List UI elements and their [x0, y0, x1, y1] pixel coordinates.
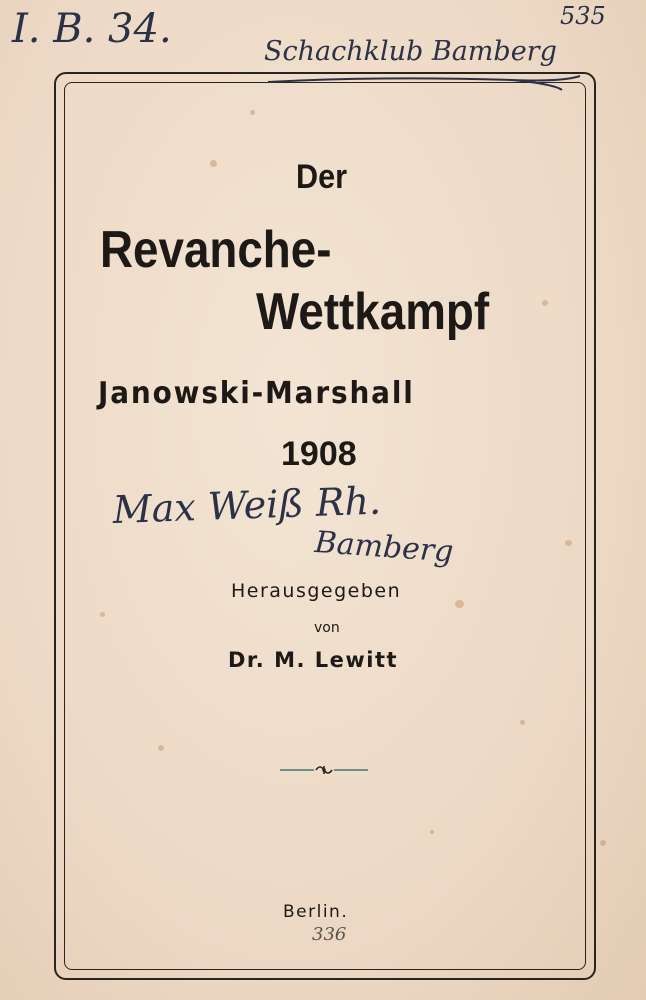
catalog-number-handwriting: 535	[560, 2, 606, 30]
title-article: Der	[296, 158, 348, 196]
editor-name: Dr. M. Lewitt	[228, 648, 399, 672]
title-line-2: Wettkampf	[256, 283, 490, 341]
by-label: von	[314, 620, 340, 636]
players-subtitle: Janowski-Marshall	[98, 376, 415, 411]
edited-label: Herausgegeben	[231, 580, 402, 602]
owner-signature-place: Bamberg	[313, 525, 455, 570]
foxing-spot	[600, 840, 606, 846]
page-number-pencil: 336	[312, 924, 347, 945]
publication-place: Berlin.	[283, 902, 349, 922]
club-name-underline	[262, 72, 592, 96]
club-name-handwriting: Schachklub Bamberg	[264, 36, 557, 67]
ornament-divider	[278, 762, 370, 778]
shelfmark-handwriting: I. B. 34.	[12, 6, 172, 52]
owner-signature: Max Weiß Rh.	[112, 478, 382, 532]
title-line-1: Revanche-	[100, 221, 332, 279]
match-year: 1908	[281, 435, 357, 473]
